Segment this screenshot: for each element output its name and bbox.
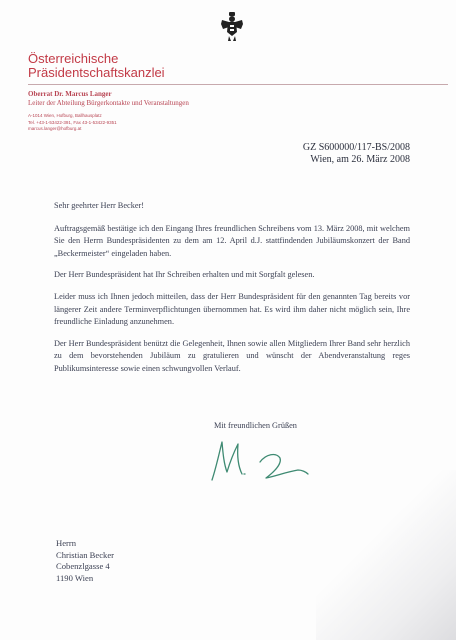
salutation: Sehr geehrter Herr Becker!	[54, 201, 145, 210]
scan-shadow	[316, 470, 456, 640]
recipient-name: Christian Becker	[56, 549, 114, 560]
sender-block	[28, 90, 328, 108]
recipient-street: Cobenzlgasse 4	[56, 561, 110, 571]
office-name-line1: Österreichische	[28, 51, 119, 66]
recipient-address	[56, 538, 114, 584]
recipient-salutation: Herrn	[56, 538, 77, 548]
closing: Mit freundlichen Grüßen	[214, 421, 297, 430]
paragraph-2: Der Herr Bundespräsident hat Ihr Schreiben erhalten und mit Sorgfalt gelesen.	[54, 270, 315, 280]
letter-body	[54, 200, 410, 385]
reference-number: GZ S600000/117-BS/2008	[302, 142, 410, 153]
address-email: marcus.langer@hofburg.at	[28, 126, 82, 131]
office-name-line2: Präsidentschaftskanzlei	[28, 65, 165, 80]
paragraph-4: Der Herr Bundespräsident benützt die Gelegenheit, Ihnen sowie allen Mitgliedern Ihrer Band sehr herzlich zu dem bevorstehenden Jubiläum zu gratulieren und wünscht der Abendveranstaltung reges Publikumsinteresse sowie einen schwungvollen Verlauf.	[54, 338, 410, 373]
letter-date: Wien, am 26. März 2008	[310, 154, 410, 165]
paragraph-3: Leider muss ich Ihnen jedoch mitteilen, dass der Herr Bundespräsident für den genannten Tag bereits vor längerer Zeit andere Terminverpflichtungen übernommen hat. Es wird ihm daher nicht möglich sein, Ihre freundliche Einladung anzunehmen.	[54, 291, 410, 327]
address-line1: A-1014 Wien, Hofburg, Ballhausplatz	[28, 113, 102, 118]
paragraph-1: Auftragsgemäß bestätige ich den Eingang Ihres freundlichen Schreibens vom 13. März 2008, mit welchem Sie den Herrn Bundespräsidenten zu dem am 12. April d.J. stattfindenden Jubiläumskonzert der Band „Beckermeister“ eingeladen haben.	[54, 223, 410, 258]
office-name	[28, 52, 448, 80]
sender-address	[28, 113, 228, 133]
reference-block	[303, 142, 410, 166]
austrian-eagle-crest-icon	[220, 12, 244, 42]
handwritten-signature	[200, 432, 320, 487]
address-line2: Tel. +43-1-53422-391, Fax 43-1-53422-9351	[28, 119, 117, 125]
sender-name: Oberrat Dr. Marcus Langer	[28, 90, 112, 98]
sender-role: Leiter der Abteilung Bürgerkontakte und Veranstaltungen	[28, 99, 189, 107]
recipient-city: 1190 Wien	[56, 572, 94, 583]
letterhead-divider	[28, 84, 448, 85]
